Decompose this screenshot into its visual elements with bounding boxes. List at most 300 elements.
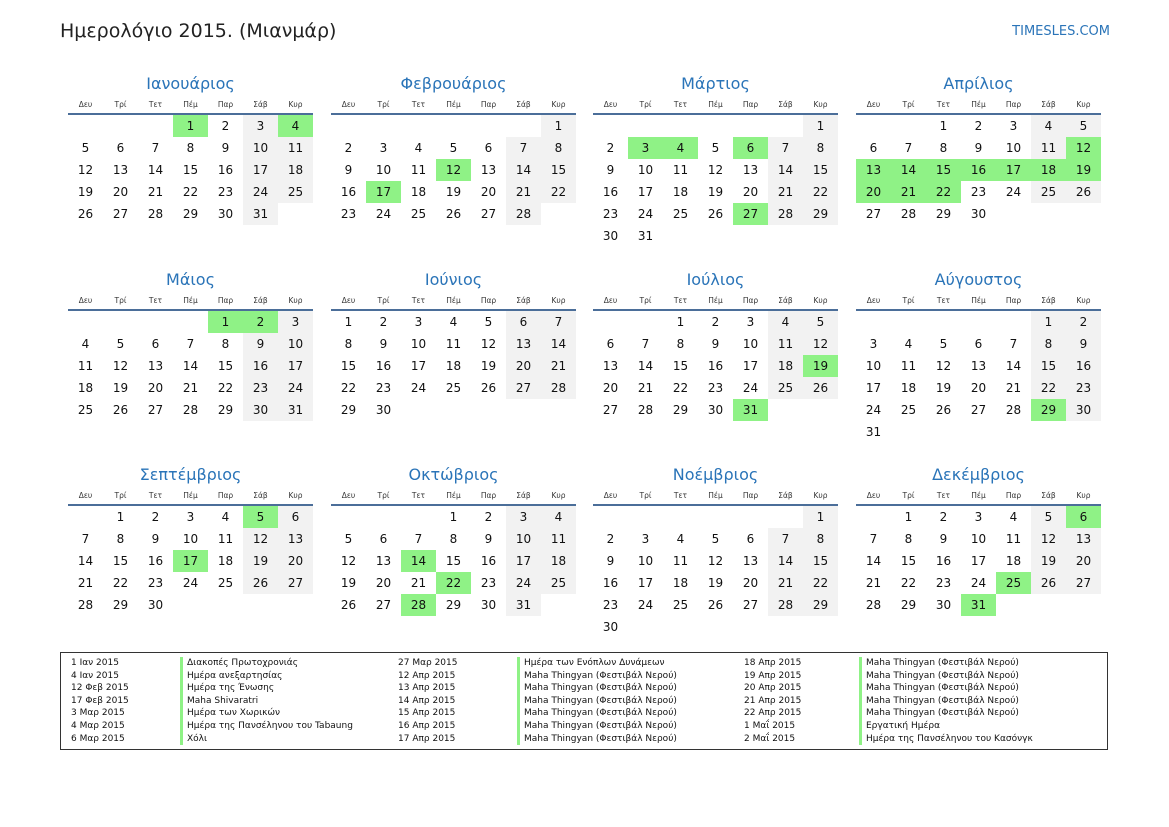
empty-cell <box>628 310 663 333</box>
day-cell: 13 <box>742 554 759 568</box>
week-row <box>593 528 838 550</box>
month-name: Ιούνιος <box>424 270 483 289</box>
week-row <box>68 137 313 159</box>
empty-cell <box>541 594 576 616</box>
day-cell: 5 <box>116 337 125 351</box>
holiday-day-cell: 19 <box>803 355 838 377</box>
holiday-name: Maha Thingyan (Φεστιβάλ Νερού) <box>859 670 1019 683</box>
day-cell: 1 <box>904 510 913 524</box>
month-calendar <box>856 268 1101 443</box>
day-cell: 5 <box>484 315 493 329</box>
day-cell: 30 <box>217 207 234 221</box>
day-cell: 11 <box>1031 137 1066 159</box>
day-cell: 4 <box>414 141 423 155</box>
day-cell: 10 <box>637 554 654 568</box>
weekday-header: Δευ <box>856 292 891 310</box>
week-row <box>593 355 838 377</box>
weekday-header: Δευ <box>593 96 628 114</box>
day-cell: 11 <box>672 554 689 568</box>
day-cell: 10 <box>182 532 199 546</box>
day-cell: 9 <box>974 141 983 155</box>
holiday-date: 22 Απρ 2015 <box>744 708 802 719</box>
day-cell: 29 <box>672 403 689 417</box>
weekday-header: Τετ <box>401 292 436 310</box>
day-cell: 8 <box>344 337 353 351</box>
day-cell: 10 <box>278 333 313 355</box>
holiday-date: 2 Μαΐ 2015 <box>744 733 796 744</box>
holiday-name: Ημέρα της Πανσέληνου του Κασόνγκ <box>859 733 1033 746</box>
holiday-date: 17 Απρ 2015 <box>398 733 456 744</box>
day-cell: 13 <box>375 554 392 568</box>
weekday-header: Κυρ <box>541 292 576 310</box>
holiday-date: 27 Μαρ 2015 <box>398 658 458 668</box>
day-cell: 28 <box>147 207 164 221</box>
day-cell: 26 <box>445 207 462 221</box>
day-cell: 16 <box>243 355 278 377</box>
weekday-header: Κυρ <box>541 96 576 114</box>
holiday-name: Ημέρα της Ένωσης <box>180 682 274 695</box>
holiday-day-cell: 27 <box>733 203 768 225</box>
holiday-date: 17 Φεβ 2015 <box>71 695 129 706</box>
empty-cell <box>506 114 541 137</box>
day-cell: 26 <box>340 598 357 612</box>
day-cell: 18 <box>768 355 803 377</box>
weekday-header: Σάβ <box>1031 487 1066 505</box>
day-cell: 14 <box>865 554 882 568</box>
weekday-header: Δευ <box>856 487 891 505</box>
day-cell: 21 <box>182 381 199 395</box>
day-cell: 3 <box>243 114 278 137</box>
month-calendar <box>593 463 838 638</box>
day-cell: 2 <box>939 510 948 524</box>
day-cell: 19 <box>1031 550 1066 572</box>
month-calendar <box>593 72 838 247</box>
month-grid <box>856 96 1101 225</box>
day-cell: 28 <box>77 598 94 612</box>
empty-cell <box>366 505 401 528</box>
day-cell: 26 <box>803 377 838 399</box>
day-cell: 17 <box>970 554 987 568</box>
empty-cell <box>471 114 506 137</box>
day-cell: 14 <box>541 333 576 355</box>
day-cell: 17 <box>742 359 759 373</box>
day-cell: 26 <box>77 207 94 221</box>
day-cell: 15 <box>182 163 199 177</box>
weekday-header: Σάβ <box>506 292 541 310</box>
day-cell: 7 <box>641 337 650 351</box>
day-cell: 1 <box>116 510 125 524</box>
day-cell: 19 <box>935 381 952 395</box>
day-cell: 1 <box>541 114 576 137</box>
weekday-header: Κυρ <box>1066 292 1101 310</box>
day-cell: 9 <box>1066 333 1101 355</box>
empty-cell <box>733 225 768 247</box>
day-cell: 4 <box>449 315 458 329</box>
week-row <box>68 399 313 421</box>
day-cell: 3 <box>1009 119 1018 133</box>
day-cell: 20 <box>147 381 164 395</box>
holiday-day-cell: 3 <box>628 137 663 159</box>
holiday-day-cell: 15 <box>926 159 961 181</box>
day-cell: 13 <box>506 333 541 355</box>
day-cell: 17 <box>865 381 882 395</box>
day-cell: 22 <box>1031 377 1066 399</box>
holiday-name: Maha Thingyan (Φεστιβάλ Νερού) <box>517 707 677 720</box>
day-cell: 23 <box>1066 377 1101 399</box>
day-cell: 5 <box>344 532 353 546</box>
holiday-day-cell: 12 <box>436 159 471 181</box>
day-cell: 2 <box>151 510 160 524</box>
day-cell: 20 <box>375 576 392 590</box>
day-cell: 18 <box>278 159 313 181</box>
day-cell: 12 <box>803 333 838 355</box>
day-cell: 21 <box>77 576 94 590</box>
day-cell: 27 <box>506 377 541 399</box>
week-row <box>856 114 1101 137</box>
holiday-name: Maha Thingyan (Φεστιβάλ Νερού) <box>859 707 1019 720</box>
day-cell: 27 <box>742 598 759 612</box>
empty-cell <box>768 505 803 528</box>
day-cell: 3 <box>186 510 195 524</box>
day-cell: 24 <box>742 381 759 395</box>
holiday-day-cell: 14 <box>401 550 436 572</box>
empty-cell <box>891 421 926 443</box>
day-cell: 6 <box>484 141 493 155</box>
day-cell: 19 <box>707 185 724 199</box>
month-name: Φεβρουάριος <box>400 74 507 93</box>
empty-cell <box>331 505 366 528</box>
day-cell: 25 <box>541 572 576 594</box>
holiday-name: Maha Thingyan (Φεστιβάλ Νερού) <box>859 682 1019 695</box>
day-cell: 29 <box>182 207 199 221</box>
month-grid <box>68 96 313 225</box>
day-cell: 25 <box>672 207 689 221</box>
day-cell: 25 <box>77 403 94 417</box>
weekday-header: Τρί <box>628 96 663 114</box>
day-cell: 10 <box>506 528 541 550</box>
day-cell: 21 <box>865 576 882 590</box>
month-name: Ιούλιος <box>686 270 745 289</box>
weekday-header: Πέμ <box>698 292 733 310</box>
weekday-header: Κυρ <box>803 292 838 310</box>
empty-cell <box>803 399 838 421</box>
day-cell: 12 <box>480 337 497 351</box>
empty-cell <box>243 594 278 616</box>
holiday-date: 1 Μαΐ 2015 <box>744 720 796 731</box>
day-cell: 11 <box>1005 532 1022 546</box>
empty-cell <box>1031 421 1066 443</box>
empty-cell <box>698 114 733 137</box>
holiday-day-cell: 20 <box>856 181 891 203</box>
empty-cell <box>663 225 698 247</box>
day-cell: 22 <box>803 181 838 203</box>
week-row <box>593 159 838 181</box>
week-row <box>593 114 838 137</box>
empty-cell <box>768 114 803 137</box>
day-cell: 6 <box>278 505 313 528</box>
holiday-date: 12 Απρ 2015 <box>398 670 456 681</box>
empty-cell <box>698 505 733 528</box>
day-cell: 14 <box>77 554 94 568</box>
holiday-date: 15 Απρ 2015 <box>398 708 456 719</box>
holiday-name: Ημέρα των Ενόπλων Δυνάμεων <box>517 657 665 670</box>
day-cell: 18 <box>541 550 576 572</box>
holiday-name: Χόλι <box>180 733 207 746</box>
day-cell: 11 <box>768 333 803 355</box>
day-cell: 16 <box>480 554 497 568</box>
weekday-header: Τετ <box>663 487 698 505</box>
day-cell: 4 <box>676 532 685 546</box>
weekday-header: Παρ <box>996 292 1031 310</box>
day-cell: 30 <box>602 620 619 634</box>
day-cell: 20 <box>602 381 619 395</box>
weekday-header: Τετ <box>663 96 698 114</box>
site-link[interactable]: TIMESLES.COM <box>1012 24 1110 39</box>
month-grid <box>856 487 1101 616</box>
weekday-header: Δευ <box>331 292 366 310</box>
day-cell: 12 <box>1031 528 1066 550</box>
weekday-header: Τετ <box>926 292 961 310</box>
day-cell: 22 <box>803 572 838 594</box>
empty-cell <box>471 399 506 421</box>
weekday-header: Παρ <box>733 487 768 505</box>
month-calendar <box>68 72 313 225</box>
weekday-header: Τρί <box>628 487 663 505</box>
week-row <box>856 181 1101 203</box>
month-calendar <box>856 72 1101 225</box>
empty-cell <box>663 616 698 638</box>
empty-cell <box>1066 203 1101 225</box>
day-cell: 1 <box>1031 310 1066 333</box>
day-cell: 24 <box>970 576 987 590</box>
day-cell: 5 <box>711 141 720 155</box>
day-cell: 6 <box>151 337 160 351</box>
week-row <box>593 572 838 594</box>
day-cell: 17 <box>278 355 313 377</box>
day-cell: 8 <box>803 528 838 550</box>
week-row <box>331 114 576 137</box>
day-cell: 10 <box>243 137 278 159</box>
day-cell: 4 <box>768 310 803 333</box>
day-cell: 29 <box>803 203 838 225</box>
day-cell: 24 <box>278 377 313 399</box>
day-cell: 7 <box>186 337 195 351</box>
day-cell: 6 <box>974 337 983 351</box>
day-cell: 16 <box>935 554 952 568</box>
day-cell: 23 <box>602 598 619 612</box>
weekday-header: Τρί <box>628 292 663 310</box>
weekday-header: Τετ <box>401 96 436 114</box>
day-cell: 9 <box>379 337 388 351</box>
day-cell: 3 <box>974 510 983 524</box>
weekday-header: Σάβ <box>1031 292 1066 310</box>
day-cell: 26 <box>480 381 497 395</box>
day-cell: 6 <box>379 532 388 546</box>
day-cell: 21 <box>637 381 654 395</box>
day-cell: 8 <box>676 337 685 351</box>
day-cell: 28 <box>768 594 803 616</box>
week-row <box>68 550 313 572</box>
week-row <box>331 203 576 225</box>
holiday-name: Maha Thingyan (Φεστιβάλ Νερού) <box>859 695 1019 708</box>
weekday-header: Δευ <box>331 96 366 114</box>
empty-cell <box>926 421 961 443</box>
day-cell: 7 <box>541 310 576 333</box>
holiday-day-cell: 16 <box>961 159 996 181</box>
weekday-header: Τετ <box>138 487 173 505</box>
week-row <box>593 310 838 333</box>
week-row <box>593 550 838 572</box>
month-calendar <box>331 268 576 421</box>
week-row <box>593 137 838 159</box>
weekday-header: Τετ <box>926 96 961 114</box>
holiday-name: Maha Thingyan (Φεστιβάλ Νερού) <box>517 670 677 683</box>
weekday-header: Τετ <box>138 292 173 310</box>
day-cell: 6 <box>506 310 541 333</box>
day-cell: 8 <box>803 137 838 159</box>
day-cell: 4 <box>221 510 230 524</box>
weekday-header: Δευ <box>68 96 103 114</box>
weekday-header: Πέμ <box>173 292 208 310</box>
day-cell: 4 <box>1031 114 1066 137</box>
day-cell: 26 <box>707 598 724 612</box>
day-cell: 11 <box>900 359 917 373</box>
day-cell: 30 <box>935 598 952 612</box>
day-cell: 24 <box>410 381 427 395</box>
week-row <box>68 528 313 550</box>
month-grid <box>856 292 1101 443</box>
day-cell: 7 <box>151 141 160 155</box>
day-cell: 3 <box>641 532 650 546</box>
weekday-header: Κυρ <box>1066 487 1101 505</box>
month-calendar <box>856 463 1101 616</box>
day-cell: 15 <box>803 159 838 181</box>
day-cell: 30 <box>1066 399 1101 421</box>
week-row <box>856 377 1101 399</box>
month-grid <box>68 292 313 421</box>
empty-cell <box>1066 421 1101 443</box>
day-cell: 29 <box>445 598 462 612</box>
holiday-day-cell: 4 <box>278 114 313 137</box>
day-cell: 28 <box>865 598 882 612</box>
weekday-header: Σάβ <box>243 487 278 505</box>
day-cell: 29 <box>900 598 917 612</box>
empty-cell <box>996 421 1031 443</box>
day-cell: 11 <box>445 337 462 351</box>
day-cell: 30 <box>147 598 164 612</box>
month-name: Απρίλιος <box>943 74 1014 93</box>
day-cell: 26 <box>707 207 724 221</box>
day-cell: 12 <box>935 359 952 373</box>
day-cell: 5 <box>711 532 720 546</box>
day-cell: 5 <box>1066 114 1101 137</box>
day-cell: 22 <box>340 381 357 395</box>
week-row <box>68 333 313 355</box>
day-cell: 26 <box>1066 181 1101 203</box>
week-row <box>856 310 1101 333</box>
week-row <box>68 594 313 616</box>
day-cell: 15 <box>340 359 357 373</box>
day-cell: 2 <box>606 141 615 155</box>
empty-cell <box>768 225 803 247</box>
day-cell: 27 <box>480 207 497 221</box>
day-cell: 20 <box>480 185 497 199</box>
weekday-header: Τρί <box>103 96 138 114</box>
weekday-header: Παρ <box>208 487 243 505</box>
weekday-header: Δευ <box>593 487 628 505</box>
day-cell: 19 <box>480 359 497 373</box>
week-row <box>856 355 1101 377</box>
weekday-header: Παρ <box>471 292 506 310</box>
empty-cell <box>331 114 366 137</box>
day-cell: 31 <box>278 399 313 421</box>
empty-cell <box>593 505 628 528</box>
weekday-header: Πέμ <box>173 96 208 114</box>
holiday-name: Maha Thingyan (Φεστιβάλ Νερού) <box>859 657 1019 670</box>
week-row <box>856 333 1101 355</box>
weekday-header: Σάβ <box>768 96 803 114</box>
week-row <box>856 528 1101 550</box>
holiday-day-cell: 22 <box>436 572 471 594</box>
holiday-name: Maha Thingyan (Φεστιβάλ Νερού) <box>517 733 677 746</box>
day-cell: 27 <box>970 403 987 417</box>
weekday-header: Τετ <box>138 96 173 114</box>
day-cell: 2 <box>221 119 230 133</box>
day-cell: 31 <box>865 425 882 439</box>
day-cell: 24 <box>637 598 654 612</box>
weekday-header: Πέμ <box>436 96 471 114</box>
week-row <box>68 355 313 377</box>
day-cell: 25 <box>445 381 462 395</box>
empty-cell <box>698 616 733 638</box>
day-cell: 9 <box>484 532 493 546</box>
day-cell: 19 <box>445 185 462 199</box>
empty-cell <box>593 310 628 333</box>
day-cell: 6 <box>869 141 878 155</box>
day-cell: 27 <box>602 403 619 417</box>
day-cell: 3 <box>414 315 423 329</box>
day-cell: 21 <box>147 185 164 199</box>
empty-cell <box>173 310 208 333</box>
day-cell: 12 <box>77 163 94 177</box>
day-cell: 16 <box>602 185 619 199</box>
empty-cell <box>103 310 138 333</box>
empty-cell <box>366 114 401 137</box>
empty-cell <box>1031 594 1066 616</box>
month-calendar <box>593 268 838 421</box>
week-row <box>856 159 1101 181</box>
day-cell: 15 <box>217 359 234 373</box>
holiday-list <box>60 652 1108 750</box>
day-cell: 14 <box>768 550 803 572</box>
day-cell: 12 <box>707 163 724 177</box>
month-grid <box>593 96 838 247</box>
weekday-header: Τρί <box>366 487 401 505</box>
day-cell: 19 <box>77 185 94 199</box>
weekday-header: Κυρ <box>803 487 838 505</box>
week-row <box>68 159 313 181</box>
week-row <box>331 181 576 203</box>
day-cell: 29 <box>217 403 234 417</box>
holiday-day-cell: 2 <box>243 310 278 333</box>
day-cell: 17 <box>243 159 278 181</box>
day-cell: 24 <box>506 572 541 594</box>
holiday-day-cell: 6 <box>1066 505 1101 528</box>
day-cell: 30 <box>480 598 497 612</box>
holiday-day-cell: 28 <box>401 594 436 616</box>
holiday-date: 14 Απρ 2015 <box>398 695 456 706</box>
day-cell: 4 <box>541 505 576 528</box>
